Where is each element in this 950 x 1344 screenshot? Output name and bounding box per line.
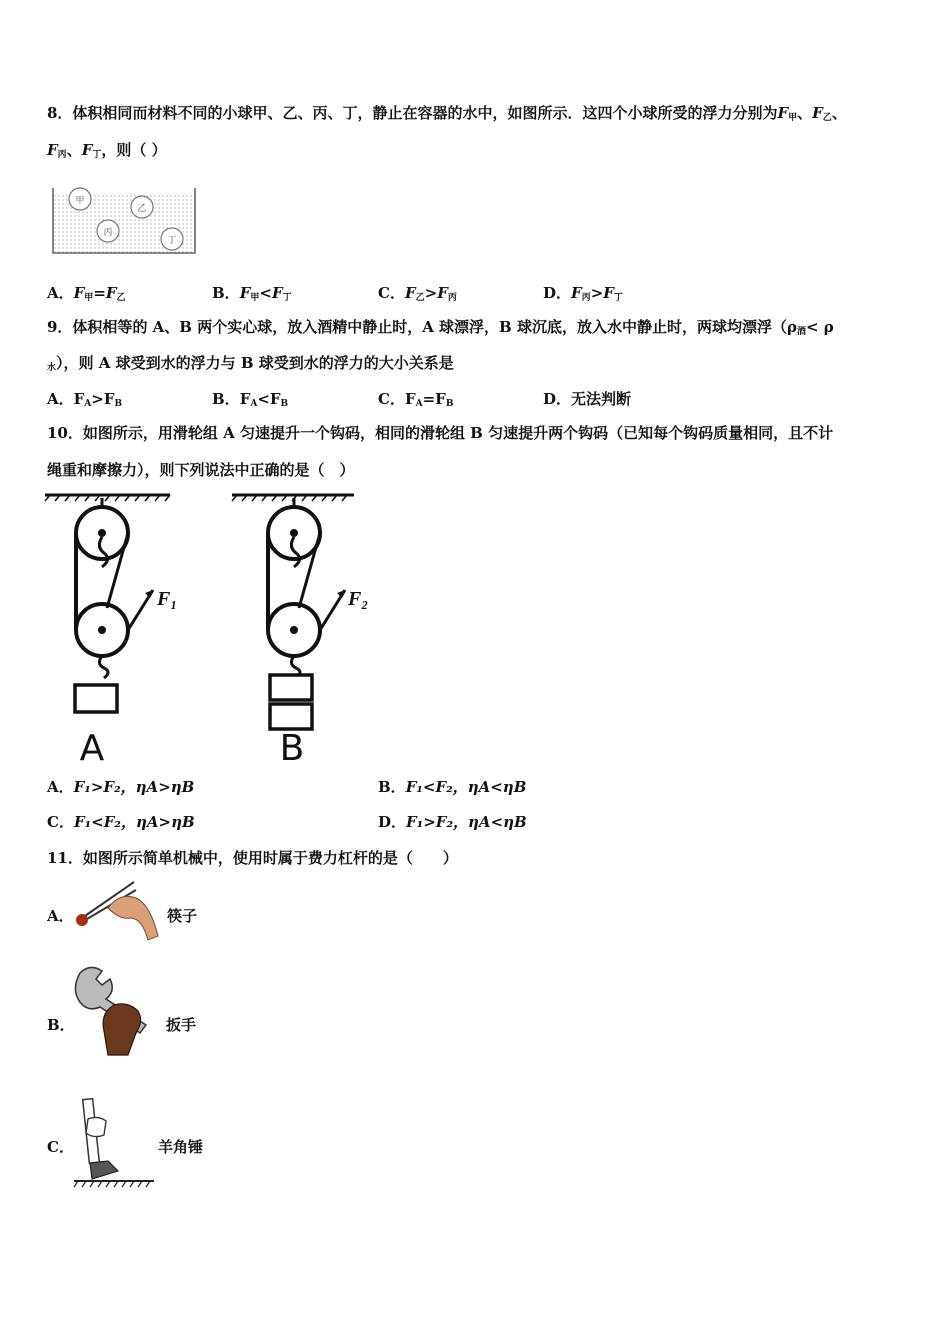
ball-ding [161,228,183,250]
q11-stem: 11．如图所示简单机械中，使用时属于费力杠杆的是（ ） [47,849,458,867]
q9-stem-line1: 9．体积相等的 A、B 两个实心球，放入酒精中静止时，A 球漂浮，B 球沉底，放入水中静止时，两球均漂浮（$\rho_酒< \rho$ [47,318,834,337]
q8-container-figure [50,183,200,258]
q10-option-b[interactable]: B．F₁<F₂，ηA<ηB [378,778,527,796]
svg-text:丙: 丙 [103,228,113,238]
q8-option-b[interactable]: B．$F_甲<F_丁$ [212,284,292,303]
chopsticks-icon [72,878,164,942]
q10-option-c[interactable]: C．F₁<F₂，ηA>ηB [47,813,195,831]
svg-text:F₂: F₂ [348,588,369,610]
q11-option-c-key[interactable]: C． [47,1138,74,1156]
q10-option-d[interactable]: D．F₁>F₂，ηA<ηB [378,813,527,831]
q9-option-b[interactable]: B．$F_A<F_B$ [212,390,289,409]
q11-option-b-key[interactable]: B． [47,1016,75,1034]
q9-option-c[interactable]: C．$F_A=F_B$ [378,390,454,409]
q8-stem-line2: $F_丙$、$F_丁$，则（ ） [47,141,167,160]
wrench-icon [74,965,162,1057]
svg-text:丁: 丁 [167,236,177,246]
svg-text:F₁: F₁ [157,588,178,610]
q11-option-a-label: 筷子 [167,907,198,925]
ball-bing [97,220,119,242]
ball-jia [69,188,91,210]
q11-option-b-label: 扳手 [166,1016,197,1034]
q9-option-d[interactable]: D．无法判断 [543,390,632,408]
q11-option-a-key[interactable]: A． [47,907,74,925]
q10-stem-line1: 10．如图所示，用滑轮组 A 匀速提升一个钩码，相同的滑轮组 B 匀速提升两个钩码（已知每个钩码质量相同，且不计 [47,424,834,442]
svg-text:甲: 甲 [75,196,85,206]
q8-option-d[interactable]: D．$F_丙>F_丁$ [543,284,623,303]
q9-option-a[interactable]: A．$F_A>F_B$ [47,390,123,409]
svg-text:A: A [79,728,105,769]
ball-yi [131,196,153,218]
q10-stem-line2: 绳重和摩擦力），则下列说法中正确的是（ ） [47,461,355,479]
q8-option-a[interactable]: A．$F_甲=F_乙$ [47,284,126,303]
pulley-system-b-figure [232,490,382,769]
q11-option-c-label: 羊角锤 [158,1138,204,1156]
svg-text:B: B [279,728,305,769]
claw-hammer-icon [74,1097,156,1193]
pulley-system-a-figure [45,490,195,769]
q8-option-c[interactable]: C．$F_乙>F_丙$ [378,284,457,303]
q8-stem-line1: 8．体积相同而材料不同的小球甲、乙、丙、丁，静止在容器的水中，如图所示．这四个小球所受的浮力分别为$F_甲$、$F_乙$、 [47,104,847,123]
q10-option-a[interactable]: A．F₁>F₂，ηA>ηB [47,778,195,796]
svg-text:乙: 乙 [137,204,147,214]
q9-stem-line2: $_水$），则 A 球受到水的浮力与 B 球受到水的浮力的大小关系是 [47,354,454,373]
